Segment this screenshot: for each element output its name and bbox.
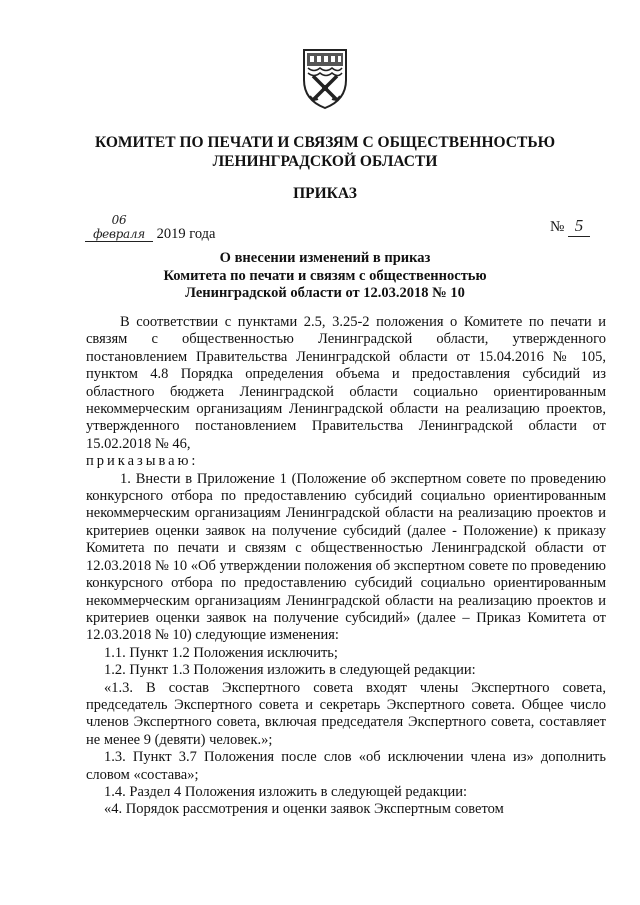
item-1-2-text-paragraph: «1.3. В состав Экспертного совета входят члены Экспертного совета, председатель Экспертного совета и секретарь Экспертного совета. Общее число членов Экспертного совета, включая председателя Экспертного совета, составляет не менее 9 (девяти) человек.»;	[86, 679, 606, 748]
item-1-4-paragraph: 1.4. Раздел 4 Положения изложить в следующей редакции:	[104, 783, 468, 800]
preamble-paragraph: В соответствии с пунктами 2.5, 3.25-2 положения о Комитете по печати и связям с общественностью Ленинградской области, утвержденного постановлением Правительства Ленинградской области от 15.04.2016 № 105, пунктом 4.8 Порядка определения объема и предоставления субсидий из областного бюджета Ленинградской области социально ориентированным некоммерческим организациям Ленинградской области на реализацию проектов, утвержденного постановлением Правительства Ленинградской области от 15.02.2018 № 46,	[86, 314, 606, 452]
order-date	[85, 213, 215, 243]
order-subject	[60, 250, 590, 303]
item-1-3-paragraph: 1.3. Пункт 3.7 Положения после слов «об исключении члена из» дополнить словом «состава»;	[86, 749, 606, 783]
date-year: 2019 года	[156, 226, 216, 242]
order-number	[550, 216, 590, 237]
subject-line-2: Комитета по печати и связям с общественностью	[163, 267, 487, 284]
item-1-4-text-paragraph: «4. Порядок рассмотрения и оценки заявок Экспертным советом	[104, 801, 504, 818]
org-title-line-2: ЛЕНИНГРАДСКОЙ ОБЛАСТИ	[212, 153, 438, 170]
coat-of-arms-icon	[300, 46, 350, 110]
prikazyvayu-line: приказываю:	[86, 453, 199, 470]
item-1-1-paragraph: 1.1. Пункт 1.2 Положения исключить;	[104, 644, 338, 661]
subject-line-1: О внесении изменений в приказ	[219, 250, 431, 266]
org-title-line-1: КОМИТЕТ ПО ПЕЧАТИ И СВЯЗЯМ С ОБЩЕСТВЕННОСТЬЮ	[94, 134, 556, 151]
handwritten-number: 5	[568, 216, 590, 237]
item-1-paragraph: 1. Внести в Приложение 1 (Положение об экспертном совете по проведению конкурсного отбора по предоставлению субсидий социально ориентированным некоммерческим организациям Ленинградской области на реализацию проектов и критериев оценки заявок на получение субсидий (далее - Положение) к приказу Комитета по печати и связям с общественностью Ленинградской области от 12.03.2018 № 10 «Об утверждении положения об экспертном совете по проведению конкурсного отбора по предоставлению субсидий социально ориентированным некоммерческим организациям Ленинградской области на реализацию проектов и критериев оценки заявок на получение субсидий» (далее – Приказ Комитета от 12.03.2018 № 10) следующие изменения:	[86, 470, 606, 644]
order-body	[86, 314, 606, 819]
organization-title	[60, 133, 590, 171]
number-prefix: №	[549, 219, 565, 235]
handwritten-date: 06 февраля	[85, 213, 153, 242]
subject-line-3: Ленинградской области от 12.03.2018 № 10	[185, 285, 465, 301]
document-type-heading: ПРИКАЗ	[293, 185, 357, 202]
item-1-2-paragraph: 1.2. Пункт 1.3 Положения изложить в следующей редакции:	[104, 662, 476, 679]
